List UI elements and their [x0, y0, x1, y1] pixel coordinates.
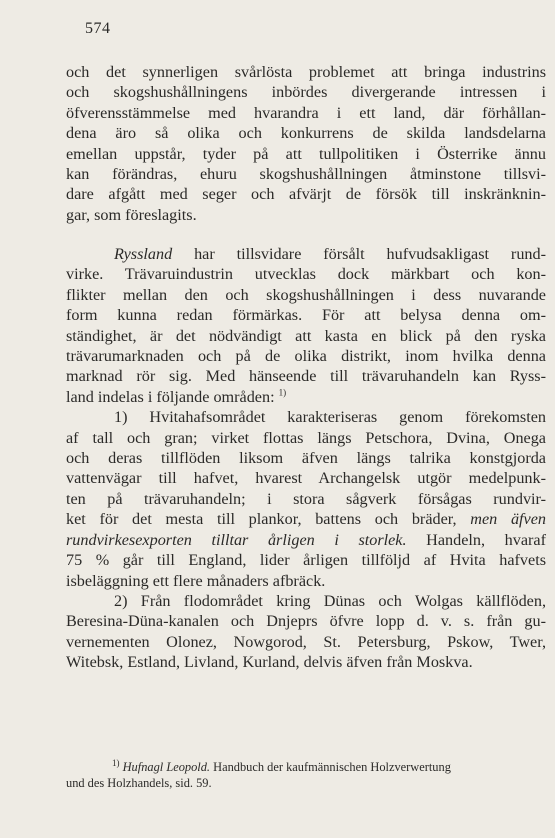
text-line: Witebsk, Estland, Livland, Kurland, delvis äfven från Moskva.: [66, 653, 473, 672]
text-line: dena äro så olika och konkurrens de skilda landsdelarna: [66, 124, 546, 143]
footnote-author: Hufnagl Leopold.: [122, 760, 211, 774]
text-line: [66, 387, 546, 407]
item-2-first-line: 2) Från flodområdet kring Dünas och Wolgas källflöden,: [114, 591, 546, 610]
footnote-ref[interactable]: 1): [278, 387, 287, 398]
italic-fragment: men äfven: [470, 510, 547, 529]
text-line: form kunna redan förmärkas. För att belysa denna om-: [66, 306, 546, 325]
text-line: ten på trävaruhandeln; i stora sågverk försågas rundvir-: [66, 489, 546, 508]
text-line: och deras tillflöden liksom äfven längs talrika konstgjorda: [66, 449, 546, 468]
text-line: ständighet, är det nödvändigt att kasta en blick på den ryska: [66, 326, 546, 345]
text-fragment: har tillsvidare försålt hufvudsakligast rund-: [172, 245, 546, 263]
text-line: vattenvägar till hafvet, hvarest Archangelsk utgör medelpunk-: [66, 469, 546, 488]
russia-italic-word: Ryssland: [114, 245, 173, 263]
footnote-marker: 1): [112, 757, 120, 768]
text-line: virke. Trävaruindustrin utvecklas dock märkbart och kon-: [66, 265, 546, 284]
text-line: emellan uppstår, tyder på att tullpolitiken i Österrike ännu: [66, 144, 546, 163]
text-line: gar, som föreslagits.: [66, 205, 197, 224]
text-line-mixed: [66, 509, 546, 529]
section-russia: [66, 244, 546, 673]
text-line: Beresina-Düna-kanalen och Dnjeprs öfvre lopp d. v. s. från gu-: [66, 612, 546, 631]
text-line: dare afgått med seger och afvärjt de försök till inskränknin-: [66, 185, 546, 204]
text-line: kan förändras, ehuru skogshushållningen åtminstone tillsvi-: [66, 165, 546, 184]
italic-fragment: rundvirkesexporten tilltar årligen i storlek.: [66, 530, 407, 549]
footnote: [66, 759, 546, 792]
text-line: 75 % går till England, lider årligen tillföljd af Hvita hafvets: [66, 551, 546, 570]
paragraph-industry-forestry: [66, 62, 546, 225]
text-line-mixed: [66, 530, 546, 550]
text-line: vernementen Olonez, Nowgorod, St. Petersburg, Pskow, Twer,: [66, 632, 546, 651]
text-fragment: Handeln, hvaraf: [406, 530, 546, 549]
footnote-line: und des Holzhandels, sid. 59.: [66, 776, 212, 791]
text-line-russia-heading: [66, 244, 546, 264]
text-line: trävarumarknaden och på de olika distrikt, inom hvilka denna: [66, 347, 546, 366]
text-line: marknad rör sig. Med hänseende till trävaruhandeln kan Ryss-: [66, 367, 546, 386]
text-fragment: ket för det mesta till plankor, battens och bräder,: [66, 510, 471, 529]
text-line: af tall och gran; virket flottas längs Petschora, Dvina, Onega: [66, 428, 546, 447]
item-1-first-line: 1) Hvitahafsområdet karakteriseras genom förekomsten: [114, 408, 546, 427]
footnote-title: Handbuch der kaufmännischen Holzverwertung: [210, 760, 451, 774]
text-line: öfverensstämmelse med hvarandra i ett land, där förhållan-: [66, 103, 546, 122]
text-line: och skogshushållningens inbördes divergerande intressen i: [66, 83, 546, 102]
text-line: flikter mellan den och skogshushållningen i dess nuvarande: [66, 285, 546, 304]
footnote-line: [66, 759, 546, 775]
text-line: isbeläggning ett flere månaders afbräck.: [66, 571, 326, 590]
text-fragment: land indelas i följande områden:: [66, 387, 275, 406]
page-number: 574: [85, 20, 111, 37]
text-line: och det synnerligen svårlösta problemet att bringa industrins: [66, 63, 546, 81]
